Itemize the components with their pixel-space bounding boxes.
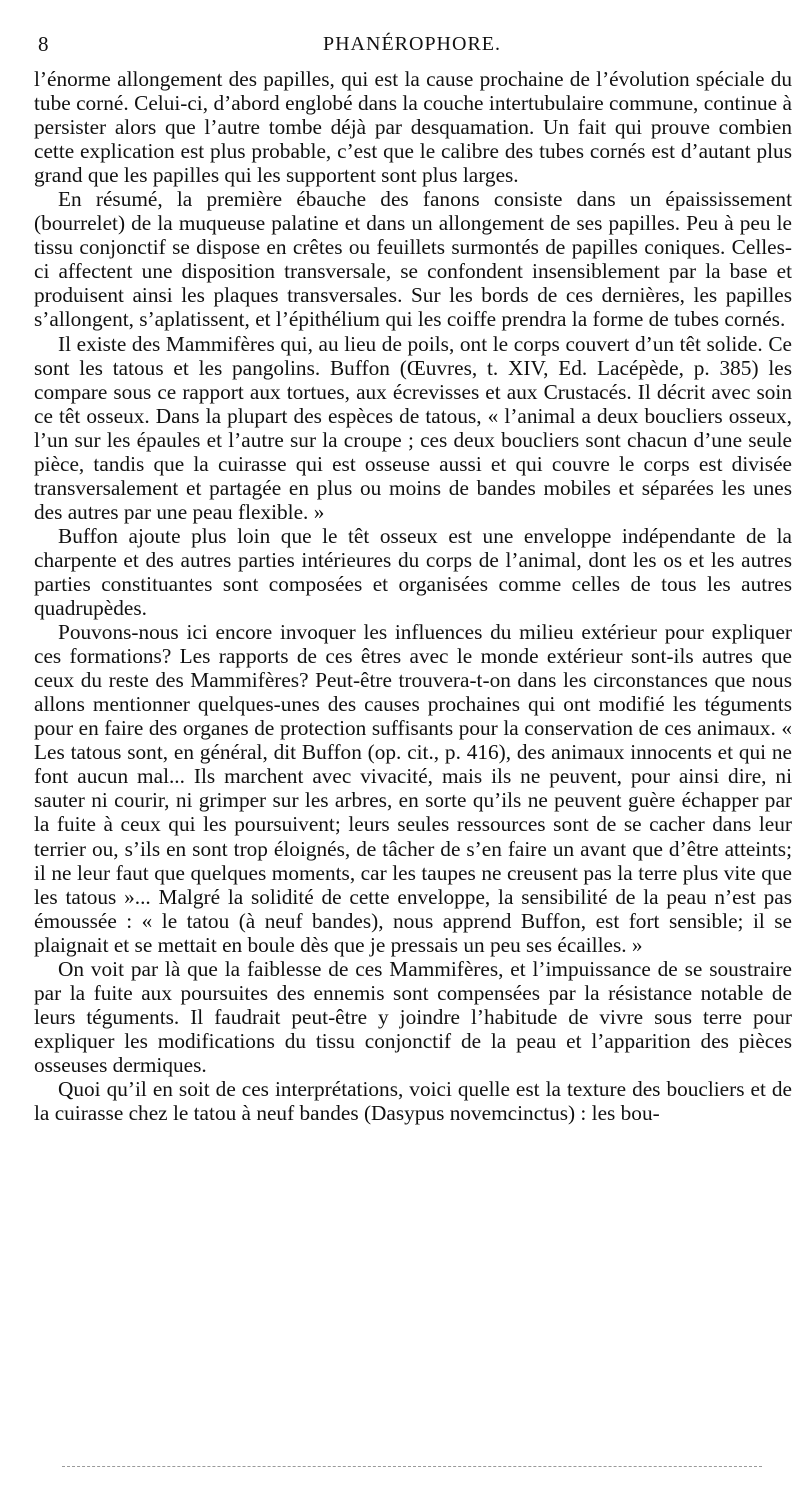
paragraph-6: On voit par là que la faiblesse de ces Mammifères, et l’impuissance de se soustraire par la fuite aux poursuites des ennemis sont compensées par la résistance notable de leurs téguments. Il faudrait peut-être y joindre l’habitude de vivre sous terre pour expliquer les modifications du tissu conjonctif de la peau et l’apparition des pièces osseuses dermiques. [34, 956, 792, 1077]
paragraph-7: Quoi qu’il en soit de ces interprétations, voici quelle est la texture des boucliers et de la cuirasse chez le tatou à neuf bandes (Dasypus novemcinctus) : les bou- [34, 1076, 792, 1126]
paragraph-5: Pouvons-nous ici encore invoquer les influences du milieu extérieur pour expliquer ces formations? Les rapports de ces êtres avec le monde extérieur sont-ils autres que ceux du reste des Mammifères? Peut-être trouvera-t-on dans les circonstances que nous allons mentionner quelques-unes des causes prochaines qui ont modifié les téguments pour en faire des organes de protection suffisants pour la conservation de ces animaux. « Les tatous sont, en général, dit Buffon (op. cit., p. 416), des animaux innocents et qui ne font aucun mal... Ils marchent avec vivacité, mais ils ne peuvent, pour ainsi dire, ni sauter ni courir, ni grimper sur les arbres, en sorte qu’ils ne peuvent guère échapper par la fuite à ceux qui les poursuivent; leurs seules ressources sont de se cacher dans leur terrier ou, s’ils en sont trop éloignés, de tâcher de s’en faire un avant que d’être atteints; il ne leur faut que quelques moments, car les taupes ne creusent pas la terre plus vite que les tatous »... Malgré la solidité de cette enveloppe, la sensibilité de la peau n’est pas émoussée : « le tatou (à neuf bandes), nous apprend Buffon, est fort sensible; il se plaignait et se mettait en boule dès que je pressais un peu ses écailles. » [34, 620, 792, 957]
footer-dashed-rule [62, 1466, 762, 1467]
paragraph-4: Buffon ajoute plus loin que le têt osseux est une enveloppe indépendante de la charpente et des autres parties intérieures du corps de l’animal, dont les os et les autres parties constituantes sont composées et organisées comme celles de tous les autres quadrupèdes. [34, 523, 792, 621]
body-text [34, 67, 792, 1125]
page-header [34, 30, 790, 60]
paragraph-3: Il existe des Mammifères qui, au lieu de poils, ont le corps couvert d’un têt solide. Ce sont les tatous et les pangolins. Buffon (Œuvres, t. XIV, Ed. Lacépède, p. 385) les compare sous ce rapport aux tortues, aux écrevisses et aux Crustacés. Il décrit avec soin ce têt osseux. Dans la plupart des espèces de tatous, « l’animal a deux boucliers osseux, l’un sur les épaules et l’autre sur la croupe ; ces deux boucliers sont chacun d’une seule pièce, tandis que la cuirasse qui est osseuse aussi et qui couvre le corps est divisée transversalement et partagée en plus ou moins de bandes mobiles et séparées les unes des autres par une peau flexible. » [34, 331, 792, 524]
paragraph-2: En résumé, la première ébauche des fanons consiste dans un épaississement (bourrelet) de la muqueuse palatine et dans un allongement de ses papilles. Peu à peu le tissu conjonctif se dispose en crêtes ou feuillets surmontés de papilles coniques. Celles-ci affectent une disposition transversale, se confondent insensiblement par la base et produisent ainsi les plaques transversales. Sur les bords de ces dernières, les papilles s’allongent, s’aplatissent, et l’épithélium qui les coiffe prendra la forme de tubes cornés. [34, 187, 792, 332]
paragraph-1: l’énorme allongement des papilles, qui est la cause prochaine de l’évolution spéciale du tube corné. Celui-ci, d’abord englobé dans la couche intertubulaire commune, continue à persister alors que l’autre tombe déjà par desquamation. Un fait qui prouve combien cette explication est plus probable, c’est que le calibre des tubes cornés est d’autant plus grand que les papilles qui les supportent sont plus larges. [34, 67, 792, 188]
running-title: PHANÉROPHORE. [322, 33, 502, 55]
page-number: 8 [38, 32, 49, 56]
